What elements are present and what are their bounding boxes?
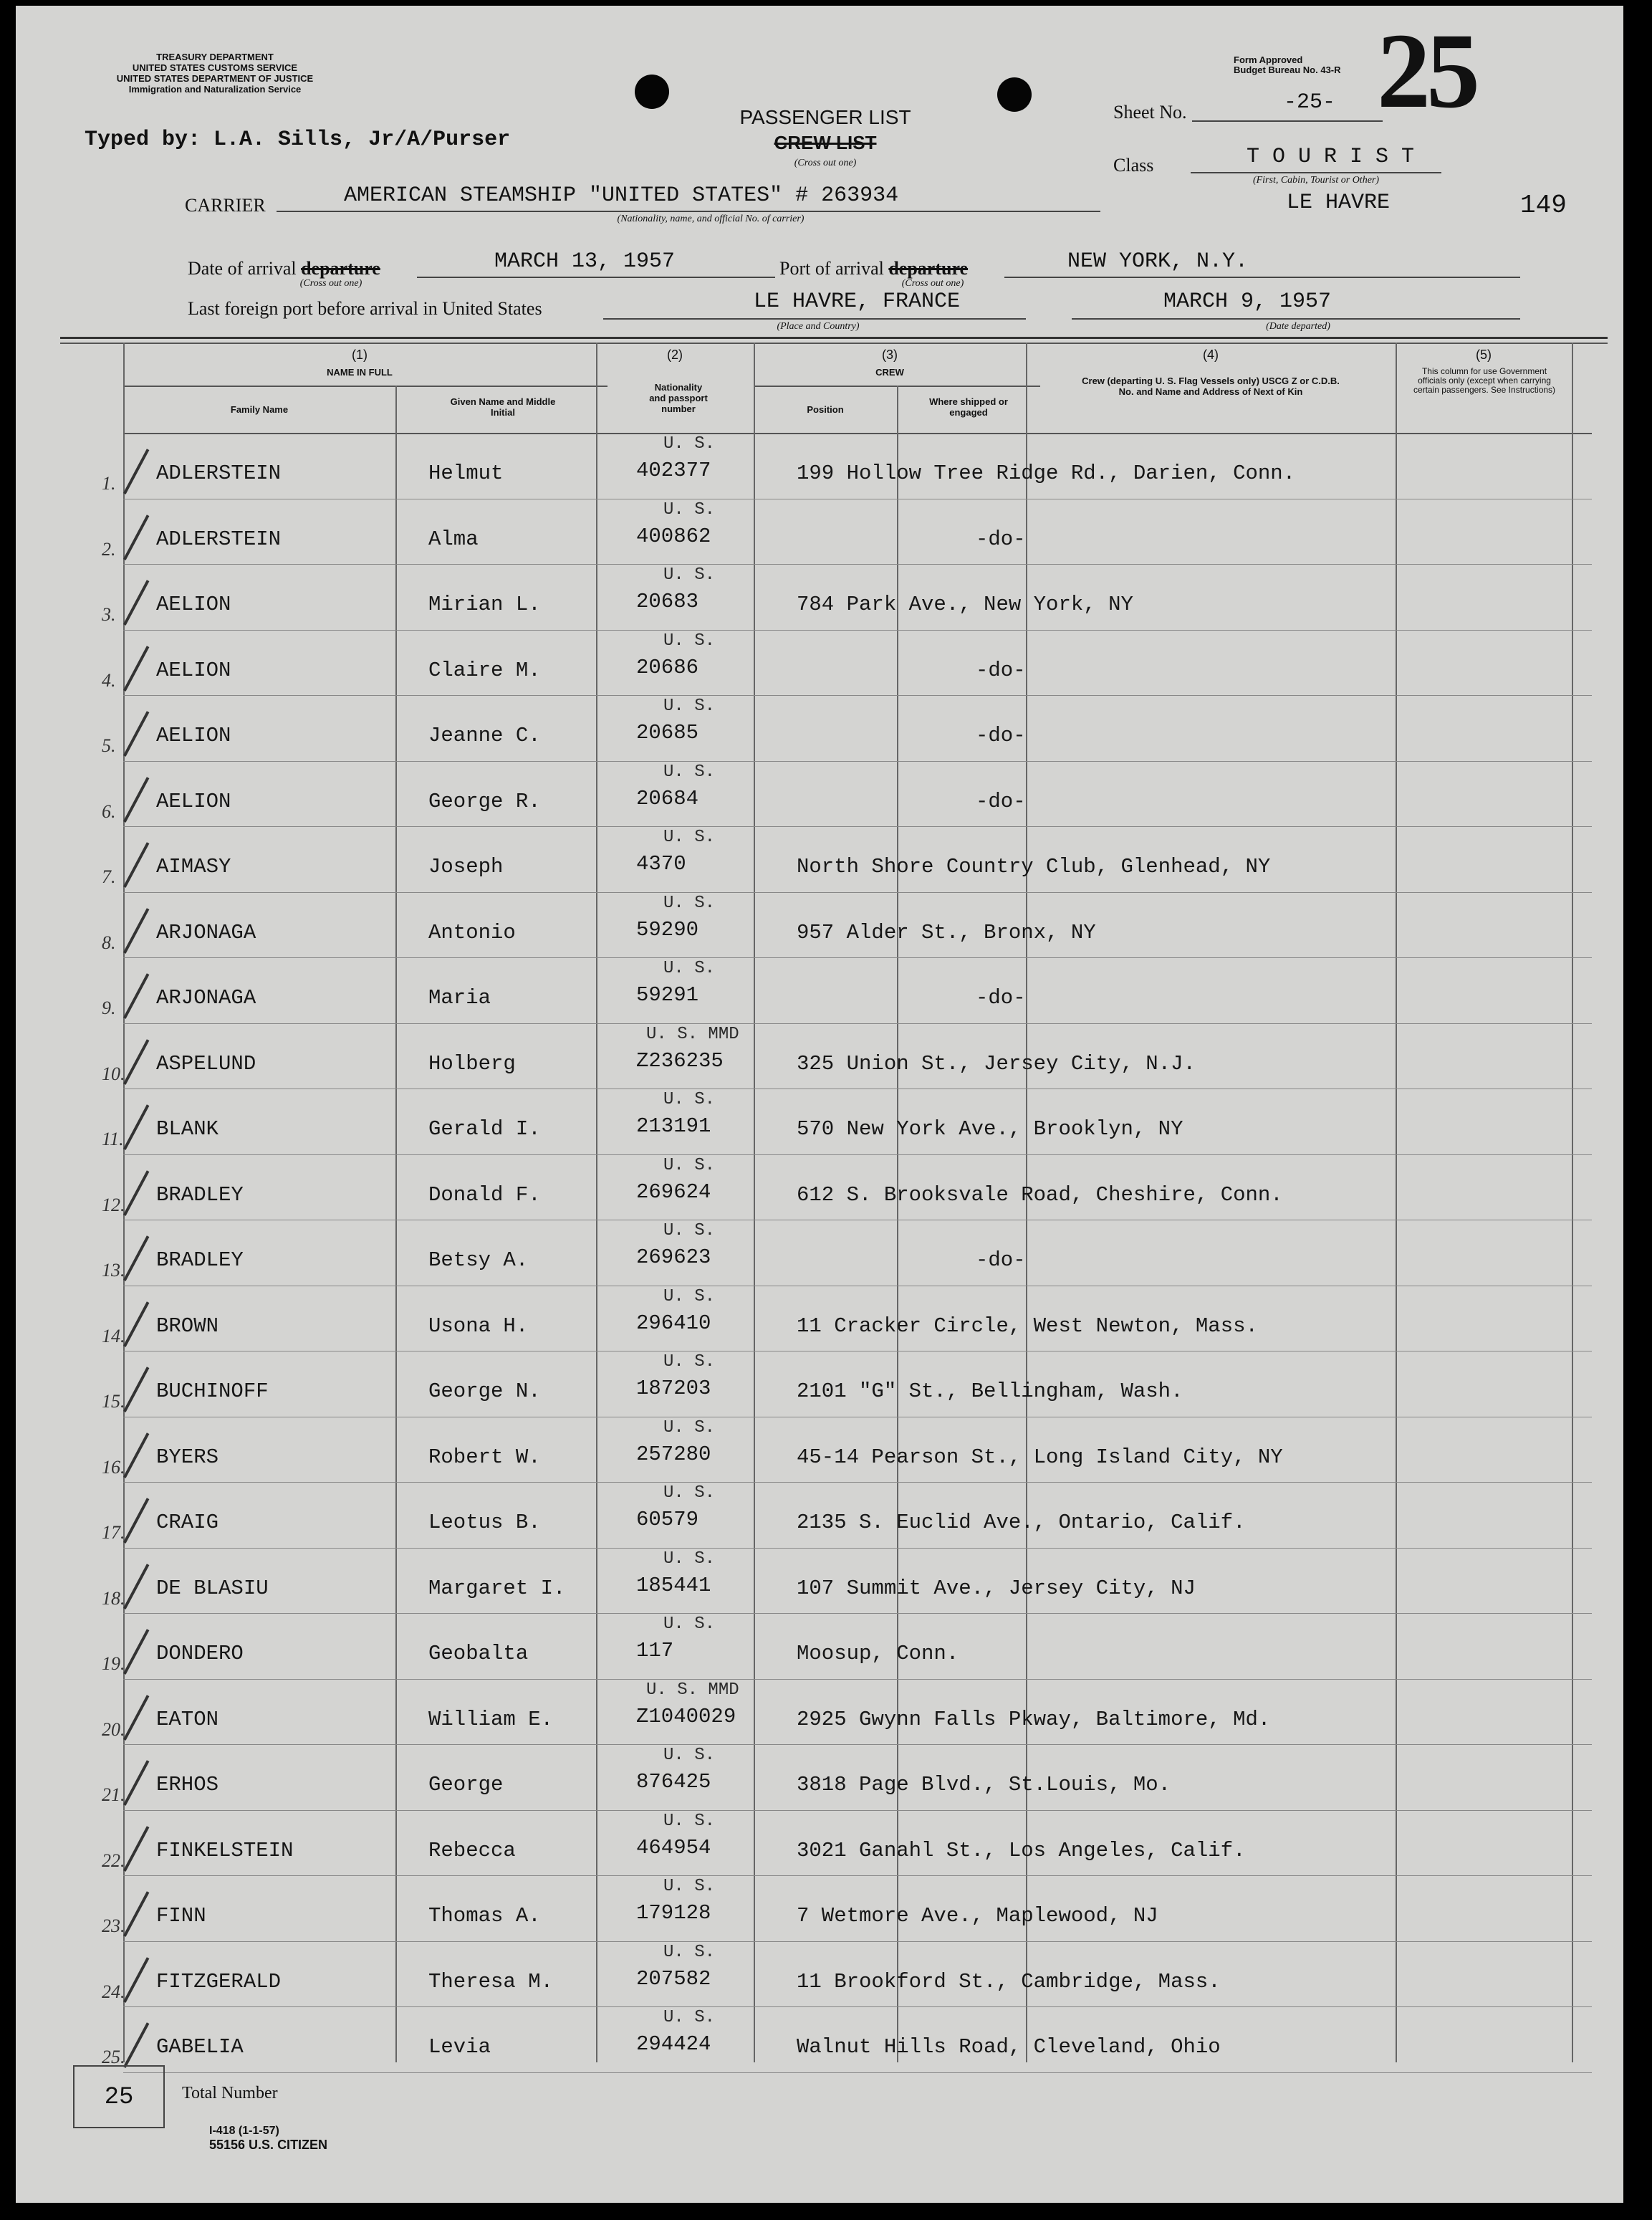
sheet-value: -25- (1284, 90, 1336, 115)
citizen-note: 55156 U.S. CITIZEN (209, 2138, 328, 2152)
row-divider (123, 826, 1592, 827)
nationality: U. S. (663, 1221, 715, 1240)
row-divider (123, 2006, 1592, 2007)
next-of-kin-address: -do- (976, 658, 1026, 682)
next-of-kin-address: 11 Brookford St., Cambridge, Mass. (797, 1969, 1221, 1994)
row-divider (123, 695, 1592, 696)
row-number: 16. (102, 1456, 125, 1478)
passport-number: 20684 (636, 786, 699, 810)
row-number: 18. (102, 1587, 125, 1609)
check-mark (123, 1564, 149, 1609)
given-name: Claire M. (428, 658, 541, 682)
given-name: Thomas A. (428, 1904, 541, 1928)
passport-number: 179128 (636, 1901, 711, 1925)
check-mark (123, 908, 149, 954)
punch-hole-right (997, 77, 1032, 112)
row-number: 9. (102, 997, 116, 1018)
family-name: BUCHINOFF (156, 1379, 269, 1403)
next-of-kin-address: 45-14 Pearson St., Long Island City, NY (797, 1445, 1283, 1469)
passport-number: Z236235 (636, 1048, 724, 1073)
last-port-label: Last foreign port before arrival in United States (188, 298, 542, 319)
class-label: Class (1113, 155, 1154, 176)
next-of-kin-address: 612 S. Brooksvale Road, Cheshire, Conn. (797, 1182, 1283, 1207)
passport-number: 269624 (636, 1180, 711, 1204)
check-mark (123, 1432, 149, 1478)
nationality: U. S. (663, 1811, 715, 1831)
row-number: 1. (102, 473, 116, 494)
row-number: 12. (102, 1194, 125, 1215)
check-mark (123, 973, 149, 1019)
row-number: 5. (102, 735, 116, 756)
family-name: ADLERSTEIN (156, 527, 282, 551)
check-mark (123, 580, 149, 626)
row-divider (123, 1548, 1592, 1549)
agency-line: Immigration and Naturalization Service (128, 84, 302, 95)
page-stamp: 149 (1520, 191, 1567, 220)
given-name: Donald F. (428, 1182, 541, 1207)
next-of-kin-address: 784 Park Ave., New York, NY (797, 593, 1133, 616)
next-of-kin-address: 3021 Ganahl St., Los Angeles, Calif. (797, 1838, 1246, 1862)
row-number: 19. (102, 1653, 125, 1674)
row-number: 4. (102, 669, 116, 691)
passport-number: Z1040029 (636, 1704, 736, 1728)
place-hint: (Place and Country) (777, 321, 860, 332)
col-1-title: NAME IN FULL (327, 367, 393, 378)
nationality: U. S. (663, 762, 715, 782)
date-departed-hint: (Date departed) (1266, 321, 1330, 332)
next-of-kin-address: 957 Alder St., Bronx, NY (797, 920, 1096, 944)
nationality: U. S. (663, 828, 715, 847)
nationality: U. S. (663, 893, 715, 913)
next-of-kin-address: 3818 Page Blvd., St.Louis, Mo. (797, 1773, 1171, 1796)
row-divider (123, 2072, 1592, 2073)
passport-number: 187203 (636, 1377, 711, 1400)
arrival-hint: (Cross out one) (299, 278, 362, 289)
check-mark (123, 1170, 149, 1216)
nationality: U. S. (663, 434, 715, 454)
list-title: PASSENGER LIST (739, 106, 911, 128)
row-number: 15. (102, 1391, 125, 1412)
nationality: U. S. (663, 1352, 715, 1372)
check-mark (123, 1826, 149, 1872)
passport-number: 296410 (636, 1311, 711, 1335)
row-number: 11. (102, 1129, 124, 1149)
row-divider (123, 761, 1592, 762)
passport-number: 464954 (636, 1835, 711, 1860)
arrival-value: MARCH 13, 1957 (494, 249, 676, 274)
family-name: DONDERO (156, 1642, 244, 1665)
check-mark (123, 1498, 149, 1544)
check-mark (123, 2022, 149, 2068)
carrier-value: AMERICAN STEAMSHIP "UNITED STATES" # 263934 (344, 183, 899, 208)
family-name: ARJONAGA (156, 986, 256, 1010)
check-mark (123, 646, 149, 692)
nationality: U. S. (663, 959, 715, 978)
col-2-title: Nationality and passport number (649, 382, 708, 414)
budget-bureau: Budget Bureau No. 43-R (1234, 64, 1341, 75)
port-struck: departure (888, 258, 969, 279)
row-divider (123, 1810, 1592, 1811)
arrival-label-text: Date of arrival (188, 258, 297, 279)
family-name: EATON (156, 1707, 219, 1731)
col-5-title: This column for use Government officials only (except when carrying certain passengers. See Instructions) (1413, 366, 1556, 395)
class-value: T O U R I S T (1247, 145, 1415, 169)
passport-number: 294424 (636, 2032, 711, 2056)
check-mark (123, 711, 149, 757)
next-of-kin-address: -do- (976, 789, 1026, 813)
nationality: U. S. (663, 1155, 715, 1175)
col-5-number: (5) (1476, 348, 1492, 362)
agency-line: UNITED STATES DEPARTMENT OF JUSTICE (116, 73, 314, 84)
check-mark (123, 1760, 149, 1806)
form-approved: Form Approved (1234, 54, 1303, 65)
col-4-number: (4) (1203, 348, 1219, 362)
given-name: Rebecca (428, 1838, 516, 1862)
check-mark (123, 1235, 149, 1281)
sheet-label: Sheet No. (1113, 102, 1187, 123)
col-3-title: CREW (875, 367, 904, 378)
nationality: U. S. (663, 697, 715, 716)
nationality: U. S. (663, 1746, 715, 1765)
col-3-number: (3) (882, 348, 898, 362)
crew-list-struck: CREW LIST (774, 132, 877, 153)
next-of-kin-address: 11 Cracker Circle, West Newton, Mass. (797, 1314, 1258, 1338)
family-name: BYERS (156, 1445, 219, 1469)
row-divider (123, 1482, 1592, 1483)
row-number: 10. (102, 1063, 125, 1084)
next-of-kin-address: 325 Union St., Jersey City, N.J. (797, 1051, 1196, 1076)
given-name: William E. (428, 1707, 554, 1731)
port-value: NEW YORK, N.Y. (1067, 249, 1249, 274)
check-mark (123, 1891, 149, 1937)
col-shipped-header: Where shipped or engaged (929, 396, 1008, 418)
next-of-kin-address: 7 Wetmore Ave., Maplewood, NJ (797, 1904, 1158, 1928)
given-name: Betsy A. (428, 1248, 529, 1272)
family-name: BRADLEY (156, 1182, 244, 1207)
nationality: U. S. (663, 2008, 715, 2027)
given-name: Geobalta (428, 1642, 529, 1665)
row-number: 8. (102, 932, 116, 953)
family-name: AIMASY (156, 855, 231, 879)
check-mark (123, 515, 149, 560)
given-name: George (428, 1773, 504, 1796)
typed-by: Typed by: L.A. Sills, Jr/A/Purser (85, 128, 511, 152)
row-divider (123, 957, 1592, 958)
row-divider (123, 1023, 1592, 1024)
last-port-value: LE HAVRE, FRANCE (754, 290, 961, 314)
given-name: Usona H. (428, 1314, 529, 1338)
row-number: 21. (102, 1784, 125, 1805)
row-number: 6. (102, 800, 116, 822)
passport-number: 207582 (636, 1966, 711, 1991)
row-number: 13. (102, 1260, 125, 1281)
passport-number: 20686 (636, 655, 699, 679)
big-sheet-number: 25 (1377, 11, 1476, 130)
nationality: U. S. (663, 499, 715, 520)
row-number: 3. (102, 604, 116, 625)
nationality: U. S. MMD (646, 1024, 739, 1044)
next-of-kin-address: Walnut Hills Road, Cleveland, Ohio (797, 2035, 1221, 2059)
total-value: 25 (104, 2084, 134, 2111)
nationality: U. S. (663, 1090, 715, 1109)
check-mark (123, 1301, 149, 1347)
family-name: GABELIA (156, 2035, 244, 2059)
class-hint: (First, Cabin, Tourist or Other) (1252, 175, 1380, 186)
col-family-header: Family Name (230, 404, 289, 415)
check-mark (123, 449, 149, 494)
check-mark (123, 1039, 149, 1085)
check-mark (123, 842, 149, 888)
le-havre-top: LE HAVRE (1287, 191, 1391, 215)
nationality: U. S. (663, 1614, 715, 1634)
passport-number: 400862 (636, 524, 711, 548)
col-given-header: Given Name and Middle Initial (450, 396, 556, 418)
row-divider (123, 1154, 1592, 1155)
nationality: U. S. (663, 1549, 715, 1569)
col-4-title: Crew (departing U. S. Flag Vessels only) USCG Z or C.D.B. No. and Name and Address of Next of Kin (1082, 375, 1340, 397)
given-name: Robert W. (428, 1445, 541, 1469)
port-label (779, 258, 968, 279)
given-name: Antonio (428, 920, 516, 944)
given-name: Mirian L. (428, 593, 541, 616)
family-name: ARJONAGA (156, 920, 256, 944)
row-divider (123, 630, 1592, 631)
row-divider (123, 1744, 1592, 1745)
col-1-number: (1) (352, 348, 368, 362)
nationality: U. S. (663, 631, 715, 651)
next-of-kin-address: 570 New York Ave., Brooklyn, NY (797, 1117, 1183, 1141)
row-divider (123, 1875, 1592, 1876)
col-2-number: (2) (667, 348, 683, 362)
next-of-kin-address: Moosup, Conn. (797, 1642, 959, 1665)
given-name: Levia (428, 2035, 491, 2059)
next-of-kin-address: 2925 Gwynn Falls Pkway, Baltimore, Md. (797, 1707, 1271, 1731)
row-number: 7. (102, 866, 116, 887)
agency-line: UNITED STATES CUSTOMS SERVICE (132, 62, 298, 73)
row-divider (123, 564, 1592, 565)
given-name: Joseph (428, 855, 504, 879)
carrier-label: CARRIER (185, 195, 266, 216)
passport-number: 402377 (636, 459, 711, 482)
family-name: BROWN (156, 1314, 219, 1338)
passport-number: 59291 (636, 983, 699, 1007)
family-name: DE BLASIU (156, 1576, 269, 1600)
check-mark (123, 1367, 149, 1412)
family-name: FINKELSTEIN (156, 1838, 294, 1862)
form-number: I-418 (1-1-57) (209, 2125, 279, 2137)
next-of-kin-address: -do- (976, 1248, 1026, 1272)
arrival-label (188, 258, 380, 279)
nationality: U. S. (663, 1942, 715, 1962)
row-number: 22. (102, 1850, 125, 1871)
passport-number: 60579 (636, 1508, 699, 1531)
check-mark (123, 1695, 149, 1741)
row-divider (123, 1941, 1592, 1942)
next-of-kin-address: -do- (976, 986, 1026, 1010)
nationality: U. S. MMD (646, 1680, 739, 1700)
given-name: George R. (428, 789, 541, 813)
nationality: U. S. (663, 1877, 715, 1896)
row-number: 23. (102, 1915, 125, 1936)
family-name: FINN (156, 1904, 206, 1928)
family-name: AELION (156, 724, 231, 747)
carrier-hint: (Nationality, name, and official No. of carrier) (617, 214, 805, 224)
passport-number: 59290 (636, 917, 699, 942)
next-of-kin-address: North Shore Country Club, Glenhead, NY (797, 855, 1271, 879)
check-mark (123, 777, 149, 823)
family-name: FITZGERALD (156, 1969, 282, 1994)
punch-hole-left (635, 75, 669, 109)
col-position-header: Position (807, 404, 844, 415)
passport-number: 4370 (636, 852, 686, 876)
family-name: BLANK (156, 1117, 219, 1141)
given-name: Jeanne C. (428, 724, 541, 747)
family-name: AELION (156, 789, 231, 813)
date-departed-value: MARCH 9, 1957 (1163, 290, 1332, 314)
row-divider (123, 1679, 1592, 1680)
nationality: U. S. (663, 1417, 715, 1437)
nationality: U. S. (663, 1483, 715, 1503)
total-label: Total Number (182, 2084, 278, 2102)
row-divider (123, 1613, 1592, 1614)
next-of-kin-address: 199 Hollow Tree Ridge Rd., Darien, Conn. (797, 461, 1296, 485)
row-number: 20. (102, 1718, 125, 1740)
family-name: AELION (156, 658, 231, 682)
next-of-kin-address: 2135 S. Euclid Ave., Ontario, Calif. (797, 1511, 1246, 1534)
family-name: ASPELUND (156, 1051, 256, 1076)
row-number: 25. (102, 2047, 125, 2067)
title-hint: (Cross out one) (794, 158, 857, 168)
passport-number: 213191 (636, 1114, 711, 1138)
family-name: AELION (156, 593, 231, 616)
check-mark (123, 1104, 149, 1150)
given-name: Gerald I. (428, 1117, 541, 1141)
passport-number: 20685 (636, 721, 699, 745)
row-divider (123, 892, 1592, 893)
given-name: Maria (428, 986, 491, 1010)
port-label-text: Port of arrival (779, 258, 884, 279)
next-of-kin-address: -do- (976, 724, 1026, 747)
agency-line: TREASURY DEPARTMENT (156, 52, 274, 62)
next-of-kin-address: 2101 "G" St., Bellingham, Wash. (797, 1379, 1183, 1403)
row-number: 14. (102, 1325, 125, 1346)
passport-number: 117 (636, 1639, 674, 1662)
passport-number: 876425 (636, 1770, 711, 1794)
given-name: Theresa M. (428, 1969, 554, 1994)
port-hint: (Cross out one) (901, 278, 964, 289)
passport-number: 257280 (636, 1442, 711, 1466)
family-name: ERHOS (156, 1773, 219, 1796)
given-name: Leotus B. (428, 1511, 541, 1534)
arrival-struck: departure (301, 258, 380, 279)
passport-number: 185441 (636, 1573, 711, 1597)
family-name: ADLERSTEIN (156, 461, 282, 485)
given-name: Helmut (428, 461, 504, 485)
next-of-kin-address: 107 Summit Ave., Jersey City, NJ (797, 1576, 1196, 1600)
family-name: BRADLEY (156, 1248, 244, 1272)
given-name: Alma (428, 527, 479, 551)
next-of-kin-address: -do- (976, 527, 1026, 551)
check-mark (123, 1629, 149, 1675)
passport-number: 20683 (636, 590, 699, 613)
given-name: George N. (428, 1379, 541, 1403)
row-number: 17. (102, 1522, 125, 1543)
given-name: Holberg (428, 1051, 516, 1076)
given-name: Margaret I. (428, 1576, 566, 1600)
nationality: U. S. (663, 565, 715, 585)
row-number: 24. (102, 1981, 125, 2002)
passenger-list-page (16, 6, 1623, 2203)
check-mark (123, 1957, 149, 2003)
row-number: 2. (102, 538, 116, 560)
passport-number: 269623 (636, 1245, 711, 1269)
agency-block (57, 52, 373, 95)
family-name: CRAIG (156, 1511, 219, 1534)
nationality: U. S. (663, 1286, 715, 1306)
